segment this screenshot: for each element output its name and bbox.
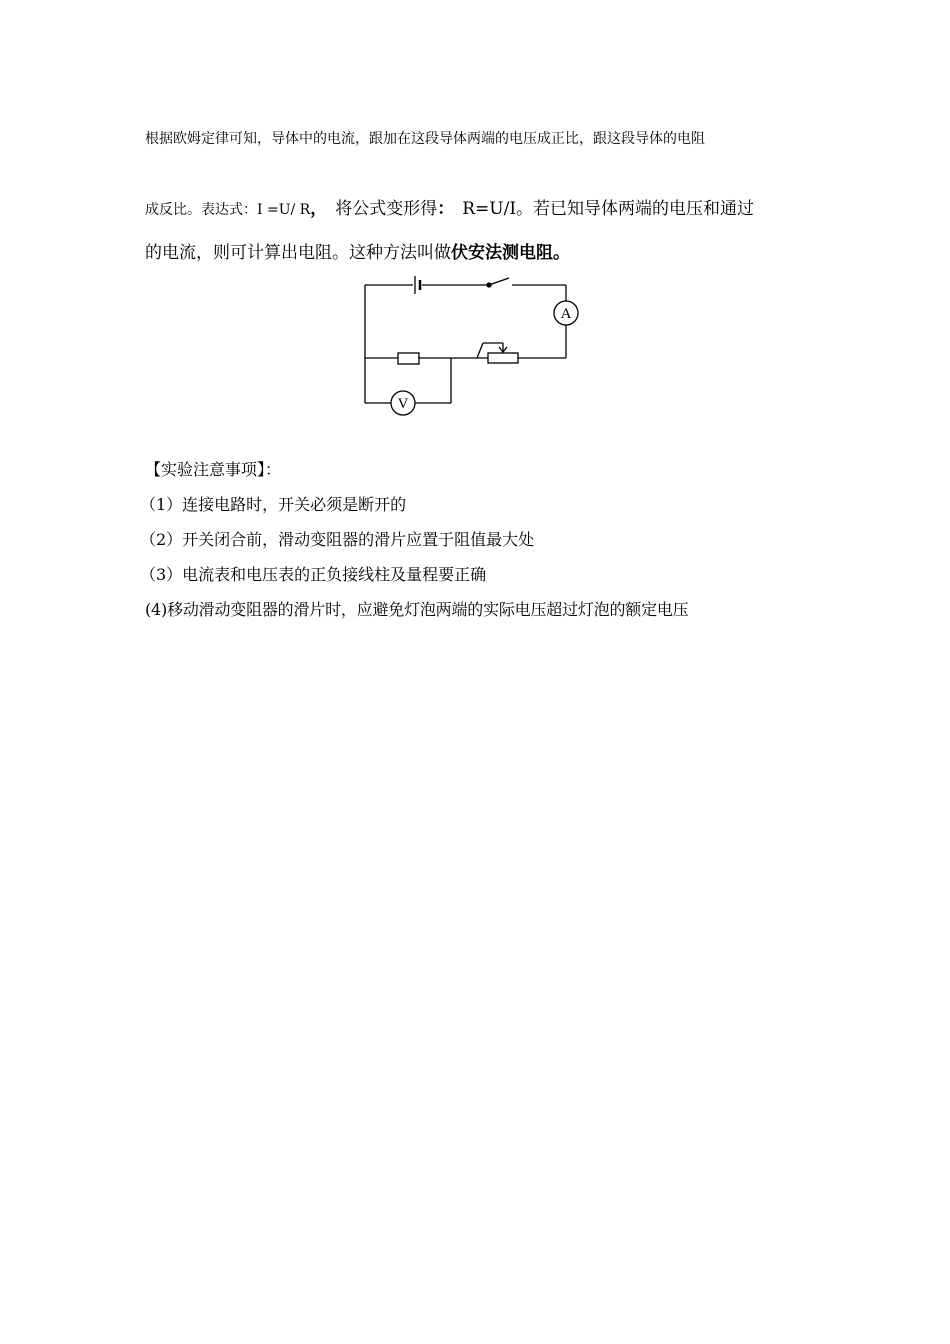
resistor: [398, 353, 419, 364]
voltmeter-label: V: [397, 396, 409, 412]
formula-rearranged: R=U/I。若已知导体两端的电压和通过: [462, 199, 755, 219]
paragraph-line-1: 根据欧姆定律可知，导体中的电流，跟加在这段导体两端的电压成正比，跟这段导体的电阻: [145, 131, 705, 147]
notes-item-1: （1）连接电路时，开关必须是断开的: [140, 495, 407, 514]
rheostat: [477, 343, 518, 363]
formula-expression: 成反比。表达式：I =U/ R: [145, 202, 311, 218]
switch: [487, 278, 509, 287]
notes-heading: 【实验注意事项】：: [145, 460, 282, 479]
paragraph-line-3: 的电流，则可计算出电阻。这种方法叫做伏安法测电阻。: [145, 243, 570, 263]
ammeter-label: A: [560, 306, 572, 322]
paragraph-line-2: 成反比。表达式：I =U/ R， 将公式变形得： R=U/I。若已知导体两端的电压和通过: [145, 199, 755, 219]
method-name: 伏安法测电阻。: [451, 243, 570, 263]
notes-item-2: （2）开关闭合前，滑动变阻器的滑片应置于阻值最大处: [140, 530, 535, 549]
battery: [415, 276, 420, 294]
notes-item-4: (4)移动滑动变阻器的滑片时，应避免灯泡两端的实际电压超过灯泡的额定电压: [145, 600, 689, 619]
notes-item-3: （3）电流表和电压表的正负接线柱及量程要正确: [140, 565, 487, 584]
circuit-diagram: [355, 270, 595, 420]
